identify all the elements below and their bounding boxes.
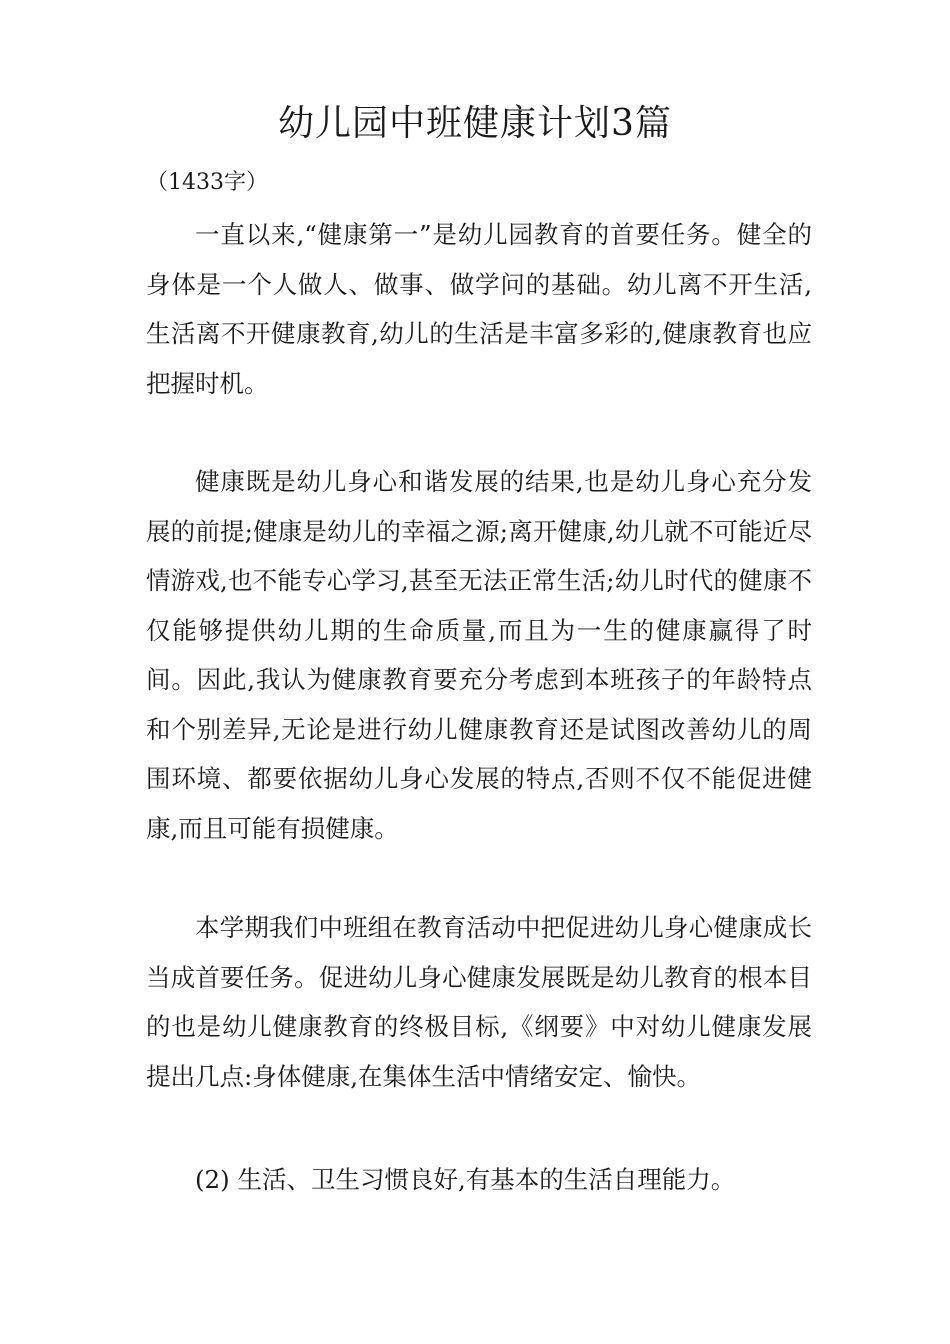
document-title: 幼儿园中班健康计划3篇: [278, 103, 672, 144]
paragraph-health-importance: 健康既是幼儿身心和谐发展的结果,也是幼儿身心充分发展的前提;健康是幼儿的幸福之源;离开健康,幼儿就不可能近尽情游戏,也不能专心学习,甚至无法正常生活;幼儿时代的健康不仅能够提供幼儿期的生命质量,而且为一生的健康赢得了时间。因此,我认为健康教育要充分考虑到本班孩子的年龄特点和个别差异,无论是进行幼儿健康教育还是试图改善幼儿的周围环境、都要依据幼儿身心发展的特点,否则不仅不能促进健康,而且可能有损健康。: [146, 467, 812, 843]
paragraph-intro: 一直以来,“健康第一”是幼儿园教育的首要任务。健全的身体是一个人做人、做事、做学问的基础。幼儿离不开生活,生活离不开健康教育,幼儿的生活是丰富多彩的,健康教育也应把握时机。: [146, 220, 812, 398]
word-count: （1433字）: [146, 170, 268, 195]
paragraph-semester-goal: 本学期我们中班组在教育活动中把促进幼儿身心健康成长当成首要任务。促进幼儿身心健康发展既是幼儿教育的根本目的也是幼儿健康教育的终极目标,《纲要》中对幼儿健康发展提出几点:身体健康,在集体生活中情绪安定、愉快。: [146, 913, 812, 1091]
paragraph-habits: (2) 生活、卫生习惯良好,有基本的生活自理能力。: [195, 1165, 736, 1194]
